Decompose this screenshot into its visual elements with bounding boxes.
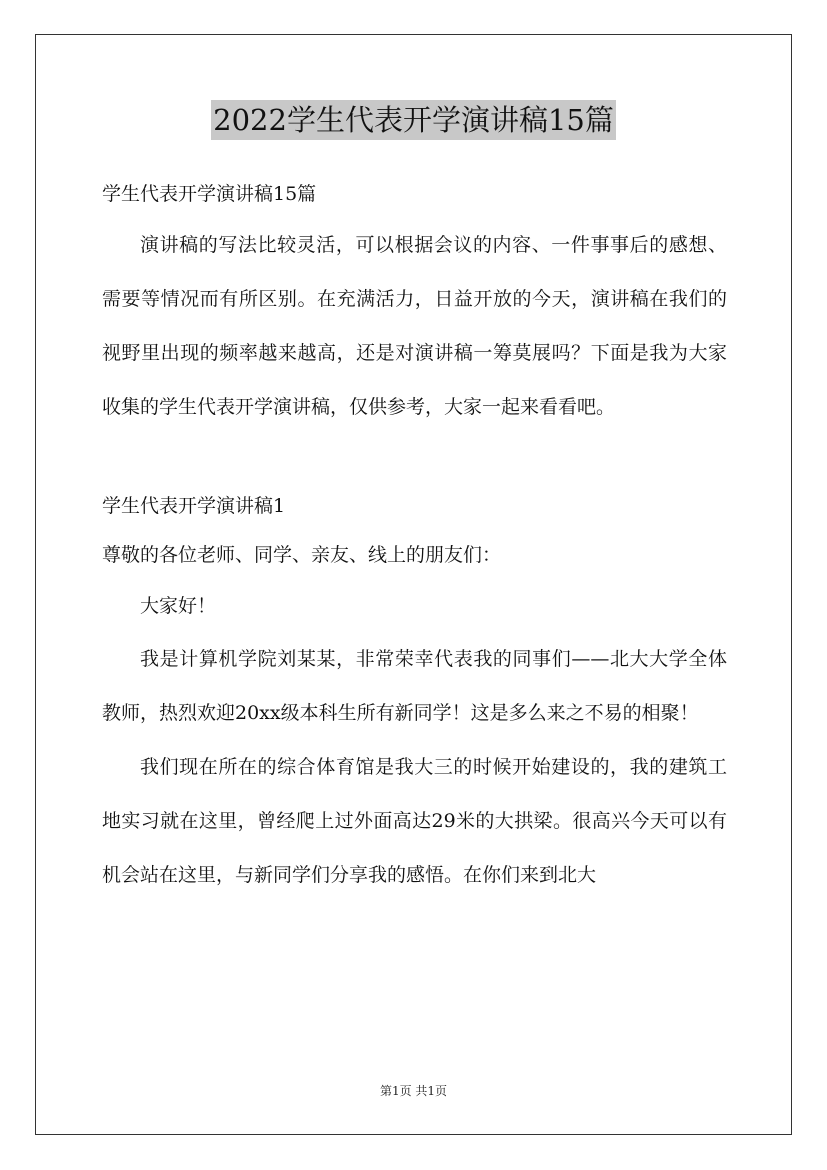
document-subtitle: 学生代表开学演讲稿15篇 (102, 183, 317, 205)
section-title: 学生代表开学演讲稿1 (102, 495, 286, 517)
intro-paragraph: 演讲稿的写法比较灵活，可以根据会议的内容、一件事事后的感想、需要等情况而有所区别。在充满活力，日益开放的今天，演讲稿在我们的视野里出现的频率越来越高，还是对演讲稿一筹莫展吗？下面是我为大家收集的学生代表开学演讲稿，仅供参考，大家一起来看看吧。 (102, 234, 727, 418)
body-paragraph-1: 我是计算机学院刘某某，非常荣幸代表我的同事们——北大大学全体教师，热烈欢迎20xx级本科生所有新同学！这是多么来之不易的相聚！ (102, 648, 727, 724)
greeting: 大家好！ (140, 595, 217, 617)
page-footer: 第1页 共1页 (379, 1084, 448, 1098)
salutation: 尊敬的各位老师、同学、亲友、线上的朋友们： (102, 544, 502, 566)
document-title: 2022学生代表开学演讲稿15篇 (211, 100, 616, 140)
document-body (102, 176, 727, 902)
body-paragraph-2: 我们现在所在的综合体育馆是我大三的时候开始建设的，我的建筑工地实习就在这里，曾经爬上过外面高达29米的大拱梁。很高兴今天可以有机会站在这里，与新同学们分享我的感悟。在你们来到北大 (102, 756, 727, 886)
spacer (102, 434, 727, 482)
title-container (0, 100, 827, 140)
